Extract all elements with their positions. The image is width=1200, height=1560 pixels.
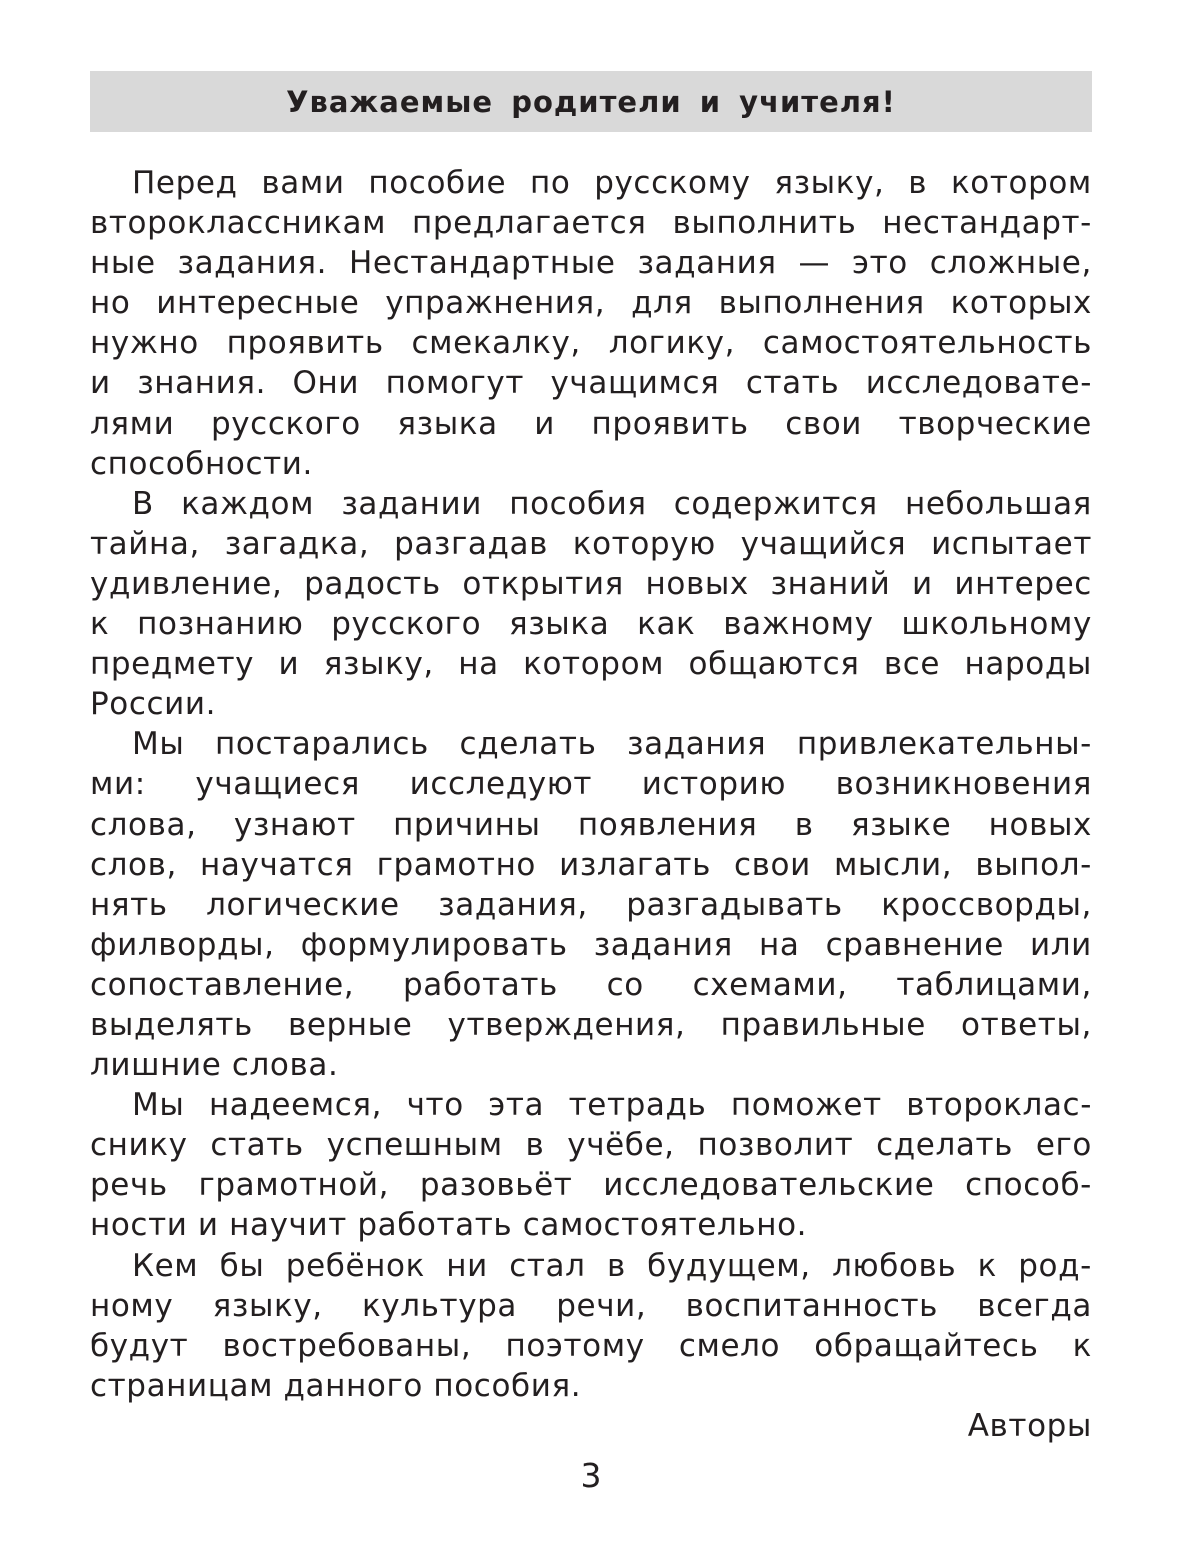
paragraph [90,1246,1092,1406]
text-line: страницам данного пособия. [90,1367,582,1404]
text-line: лями русского языка и проявить свои творческие [90,405,1092,442]
text-line: выделять верные утверждения, правильные ответы, [90,1006,1092,1043]
text-line: тайна, загадка, разгадав которую учащийся испытает [90,525,1092,562]
text-line: Мы постарались сделать задания привлекательны- [132,726,1092,763]
text-line: ному языку, культура речи, воспитанность всегда [90,1287,1092,1324]
paragraph [90,163,1092,484]
text-line: способности. [90,445,313,482]
text-line: ности и научит работать самостоятельно. [90,1207,808,1244]
text-line: предмету и языку, на котором общаются все народы [90,646,1092,683]
text-line: слов, научатся грамотно излагать свои мысли, выпол- [90,846,1092,883]
paragraph [90,724,1092,1085]
text-line: речь грамотной, разовьёт исследовательские способ- [90,1167,1092,1204]
signature: Авторы [967,1408,1092,1444]
text-line: лишние слова. [90,1047,339,1084]
paragraph [90,484,1092,725]
header-band [90,71,1092,132]
text-line: второклассникам предлагается выполнить нестандарт- [90,205,1092,242]
text-line: но интересные упражнения, для выполнения которых [90,285,1092,322]
text-line: слова, узнают причины появления в языке новых [90,806,1092,843]
paragraph [90,1085,1092,1245]
text-line: будут востребованы, поэтому смело обращайтесь к [90,1327,1092,1364]
text-line: ми: учащиеся исследуют историю возникновения [90,766,1092,803]
page-title: Уважаемые родители и учителя! [286,84,896,119]
text-line: и знания. Они помогут учащимся стать исследовате- [90,365,1092,402]
text-line: Кем бы ребёнок ни стал в будущем, любовь к род- [132,1247,1092,1284]
text-line: нять логические задания, разгадывать кроссворды, [90,886,1092,923]
text-line: филворды, формулировать задания на сравнение или [90,926,1092,963]
body-text [90,163,1092,1406]
text-line: Перед вами пособие по русскому языку, в котором [132,165,1092,201]
page-number: 3 [580,1456,602,1495]
text-line: России. [90,686,217,723]
text-line: удивление, радость открытия новых знаний и интерес [90,565,1092,602]
text-line: нужно проявить смекалку, логику, самостоятельность [90,325,1092,362]
text-line: В каждом задании пособия содержится небольшая [132,485,1092,522]
text-line: Мы надеемся, что эта тетрадь поможет второклас- [132,1087,1092,1124]
text-line: снику стать успешным в учёбе, позволит сделать его [90,1127,1092,1164]
text-line: к познанию русского языка как важному школьному [90,606,1092,643]
text-line: сопоставление, работать со схемами, таблицами, [90,966,1092,1003]
text-line: ные задания. Нестандартные задания — это сложные, [90,245,1092,282]
document-page [90,71,1092,1521]
